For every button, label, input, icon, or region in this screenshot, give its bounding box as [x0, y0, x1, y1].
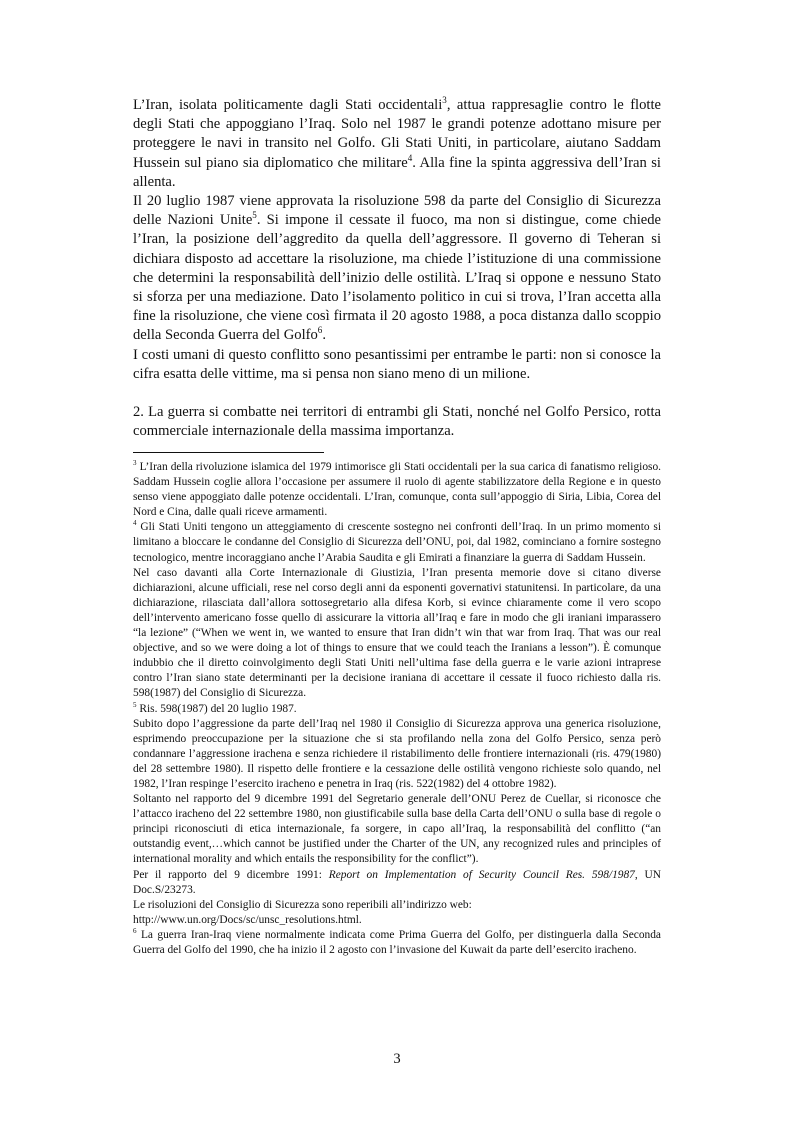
- footnote-continuation: Soltanto nel rapporto del 9 dicembre 1991 del Segretario generale dell’ONU Perez de Cuellar, si riconosce che l’attacco iracheno del 22 settembre 1980, non giustificabile sulla base della Carta dell’ONU o sulla base di regole o principi riconosciuti di etica internazionale, fa sorgere, in capo all’Iraq, la responsabilità del conflitto (“an outstandig event,…which cannot be justified under the Charter of the UN, any recognized rules and principles of international morality and which entails the responsibility for the conflict”).: [133, 793, 661, 866]
- paragraph-gap: [133, 384, 661, 403]
- footnote-continuation: Nel caso davanti alla Corte Internazionale di Giustizia, l’Iran presenta memorie dove si citano diverse dichiarazioni, alcune ufficiali, rese nel corso degli anni da esponenti governativi statunitensi. In particolare, da una dichiarazione, rilasciata dall’allora sottosegretario alla difesa Korb, si evince chiaramente come il vero scopo dell’intervento americano fosse quello di assicurare la vittoria all’Iraq e fare in modo che gli iraniani imparassero “la lezione” (“When we went in, we wanted to ensure that Iran didn’t win that war from Iraq. That was our real objective, and so we were doing a lot of things to ensure that we could teach the Iranians a lesson”). È comunque indubbio che il diretto coinvolgimento degli Stati Uniti nell’ultima fase della guerra e le varie azioni intraprese contro l’Iran siano state determinanti per la decisione iraniana di accettare il cessate il fuoco richiesto dalla ris. 598(1987) del Consiglio di Sicurezza.: [133, 566, 661, 700]
- footnote-ref[interactable]: 3: [442, 95, 447, 106]
- footnote-number: 3: [133, 459, 137, 468]
- footnote-text: Gli Stati Uniti tengono un atteggiamento di crescente sostegno nei confronti dell’Iraq. In un primo momento si limitano a bloccare le condanne del Consiglio di Sicurezza dell’ONU, poi, dal 1982, cominciano a fornire sostegno tecnologico, mentre incoraggiano anche l’Arabia Saudita e gli Emirati a finanziare la guerra di Saddam Hussein.: [133, 521, 661, 564]
- footnote-text: Per il rapporto del 9 dicembre 1991:: [133, 868, 329, 881]
- text-run: .: [322, 327, 326, 344]
- footnote-ref[interactable]: 6: [317, 325, 323, 336]
- footnote-continuation: [133, 868, 661, 898]
- text-run: , attua rappresaglie contro le flotte degli Stati che appoggiano l’Iraq. Solo nel 1987 le grandi potenze adottano misure per proteggere le navi in transito nel Golfo. Gli Stati Uniti, in particolare, aiutano Saddam Hussein sul piano sia diplomatico che militare: [133, 97, 661, 171]
- footnote-text: Ris. 598(1987) del 20 luglio 1987.: [136, 702, 297, 715]
- text-run: L’Iran, isolata politicamente dagli Stati occidentali: [133, 97, 443, 113]
- paragraph: [133, 96, 661, 192]
- footnote: [133, 460, 661, 520]
- text-run: . Alla fine la spinta aggressiva dell’Iran si allenta.: [133, 154, 661, 190]
- footnote-ref[interactable]: 5: [252, 210, 257, 221]
- body-text: [133, 96, 661, 441]
- footnote-continuation: Le risoluzioni del Consiglio di Sicurezza sono reperibili all’indirizzo web:: [133, 898, 472, 911]
- paragraph: [133, 192, 661, 346]
- footnote-number: 5: [133, 700, 137, 709]
- numbered-paragraph: 2. La guerra si combatte nei territori di entrambi gli Stati, nonché nel Golfo Persico, rotta commerciale internazionale della massima importanza.: [133, 404, 661, 440]
- footnote-number: 4: [133, 519, 137, 528]
- text-run: . Si impone il cessate il fuoco, ma non si distingue, come chiede l’Iran, la posizione dell’aggredito da quella dell’aggressore. Il governo di Teheran si dichiara disposto ad accettare la risoluzione, ma chiede l’istituzione di una commissione che determini la responsabilità dell’inizio delle ostilità. L’Iraq si oppone e nessuno Stato si sforza per una mediazione. Dato l’isolamento politico in cui si trova, l’Iran accetta alla fine la risoluzione, che viene così firmata il 20 agosto 1988, a poca distanza dallo scoppio della Seconda Guerra del Golfo: [133, 212, 661, 344]
- footnote-number: 6: [133, 927, 137, 936]
- footnote: [133, 520, 661, 565]
- footnote-separator: [133, 452, 324, 453]
- footnote: [133, 702, 661, 717]
- paragraph: I costi umani di questo conflitto sono pesantissimi per entrambe le parti: non si conosce la cifra esatta delle vittime, ma si pensa non siano meno di un milione.: [133, 346, 661, 382]
- report-title: Report on Implementation of Security Council Res. 598/1987: [328, 868, 635, 881]
- footnote-ref[interactable]: 4: [407, 152, 413, 163]
- footnotes: [133, 460, 661, 958]
- footnote-text: L’Iran della rivoluzione islamica del 1979 intimorisce gli Stati occidentali per la sua carica di fanatismo religioso. Saddam Hussein coglie allora l’occasione per assumere il ruolo di agente stabilizzatore della Regione e in questo senso viene appoggiato dalle potenze occidentali. L’Iran, comunque, conta sull’appoggio di Siria, Libia, Corea del Nord e Cina, dalle quali riceve armamenti.: [133, 461, 661, 519]
- footnote-url[interactable]: http://www.un.org/Docs/sc/unsc_resolutions.html.: [133, 913, 362, 926]
- page-number: 3: [393, 1051, 401, 1067]
- footnote-continuation: Subito dopo l’aggressione da parte dell’Iraq nel 1980 il Consiglio di Sicurezza approva una generica risoluzione, esprimendo preoccupazione per la situazione che si sta profilando nella zona del Golfo Persico, senza però condannare l’aggressione irachena e senza richiedere il ristabilimento delle frontiere internazionali (ris. 479(1980) del 28 settembre 1980). Il rispetto delle frontiere e la cessazione delle ostilità vengono richieste solo quando, nel 1982, l’Iran respinge l’esercito iracheno e penetra in Iraq (ris. 522(1982) del 4 ottobre 1982).: [133, 717, 661, 790]
- footnote: [133, 928, 661, 958]
- footnote-text: , UN Doc.S/23273.: [133, 868, 662, 896]
- footnote-text: La guerra Iran-Iraq viene normalmente indicata come Prima Guerra del Golfo, per distinguerla dalla Seconda Guerra del Golfo del 1990, che ha inizio il 2 agosto con l’invasione del Kuwait da parte dell’esercito iracheno.: [133, 928, 661, 956]
- text-run: Il 20 luglio 1987 viene approvata la risoluzione 598 da parte del Consiglio di Sicurezza delle Nazioni Unite: [133, 193, 661, 229]
